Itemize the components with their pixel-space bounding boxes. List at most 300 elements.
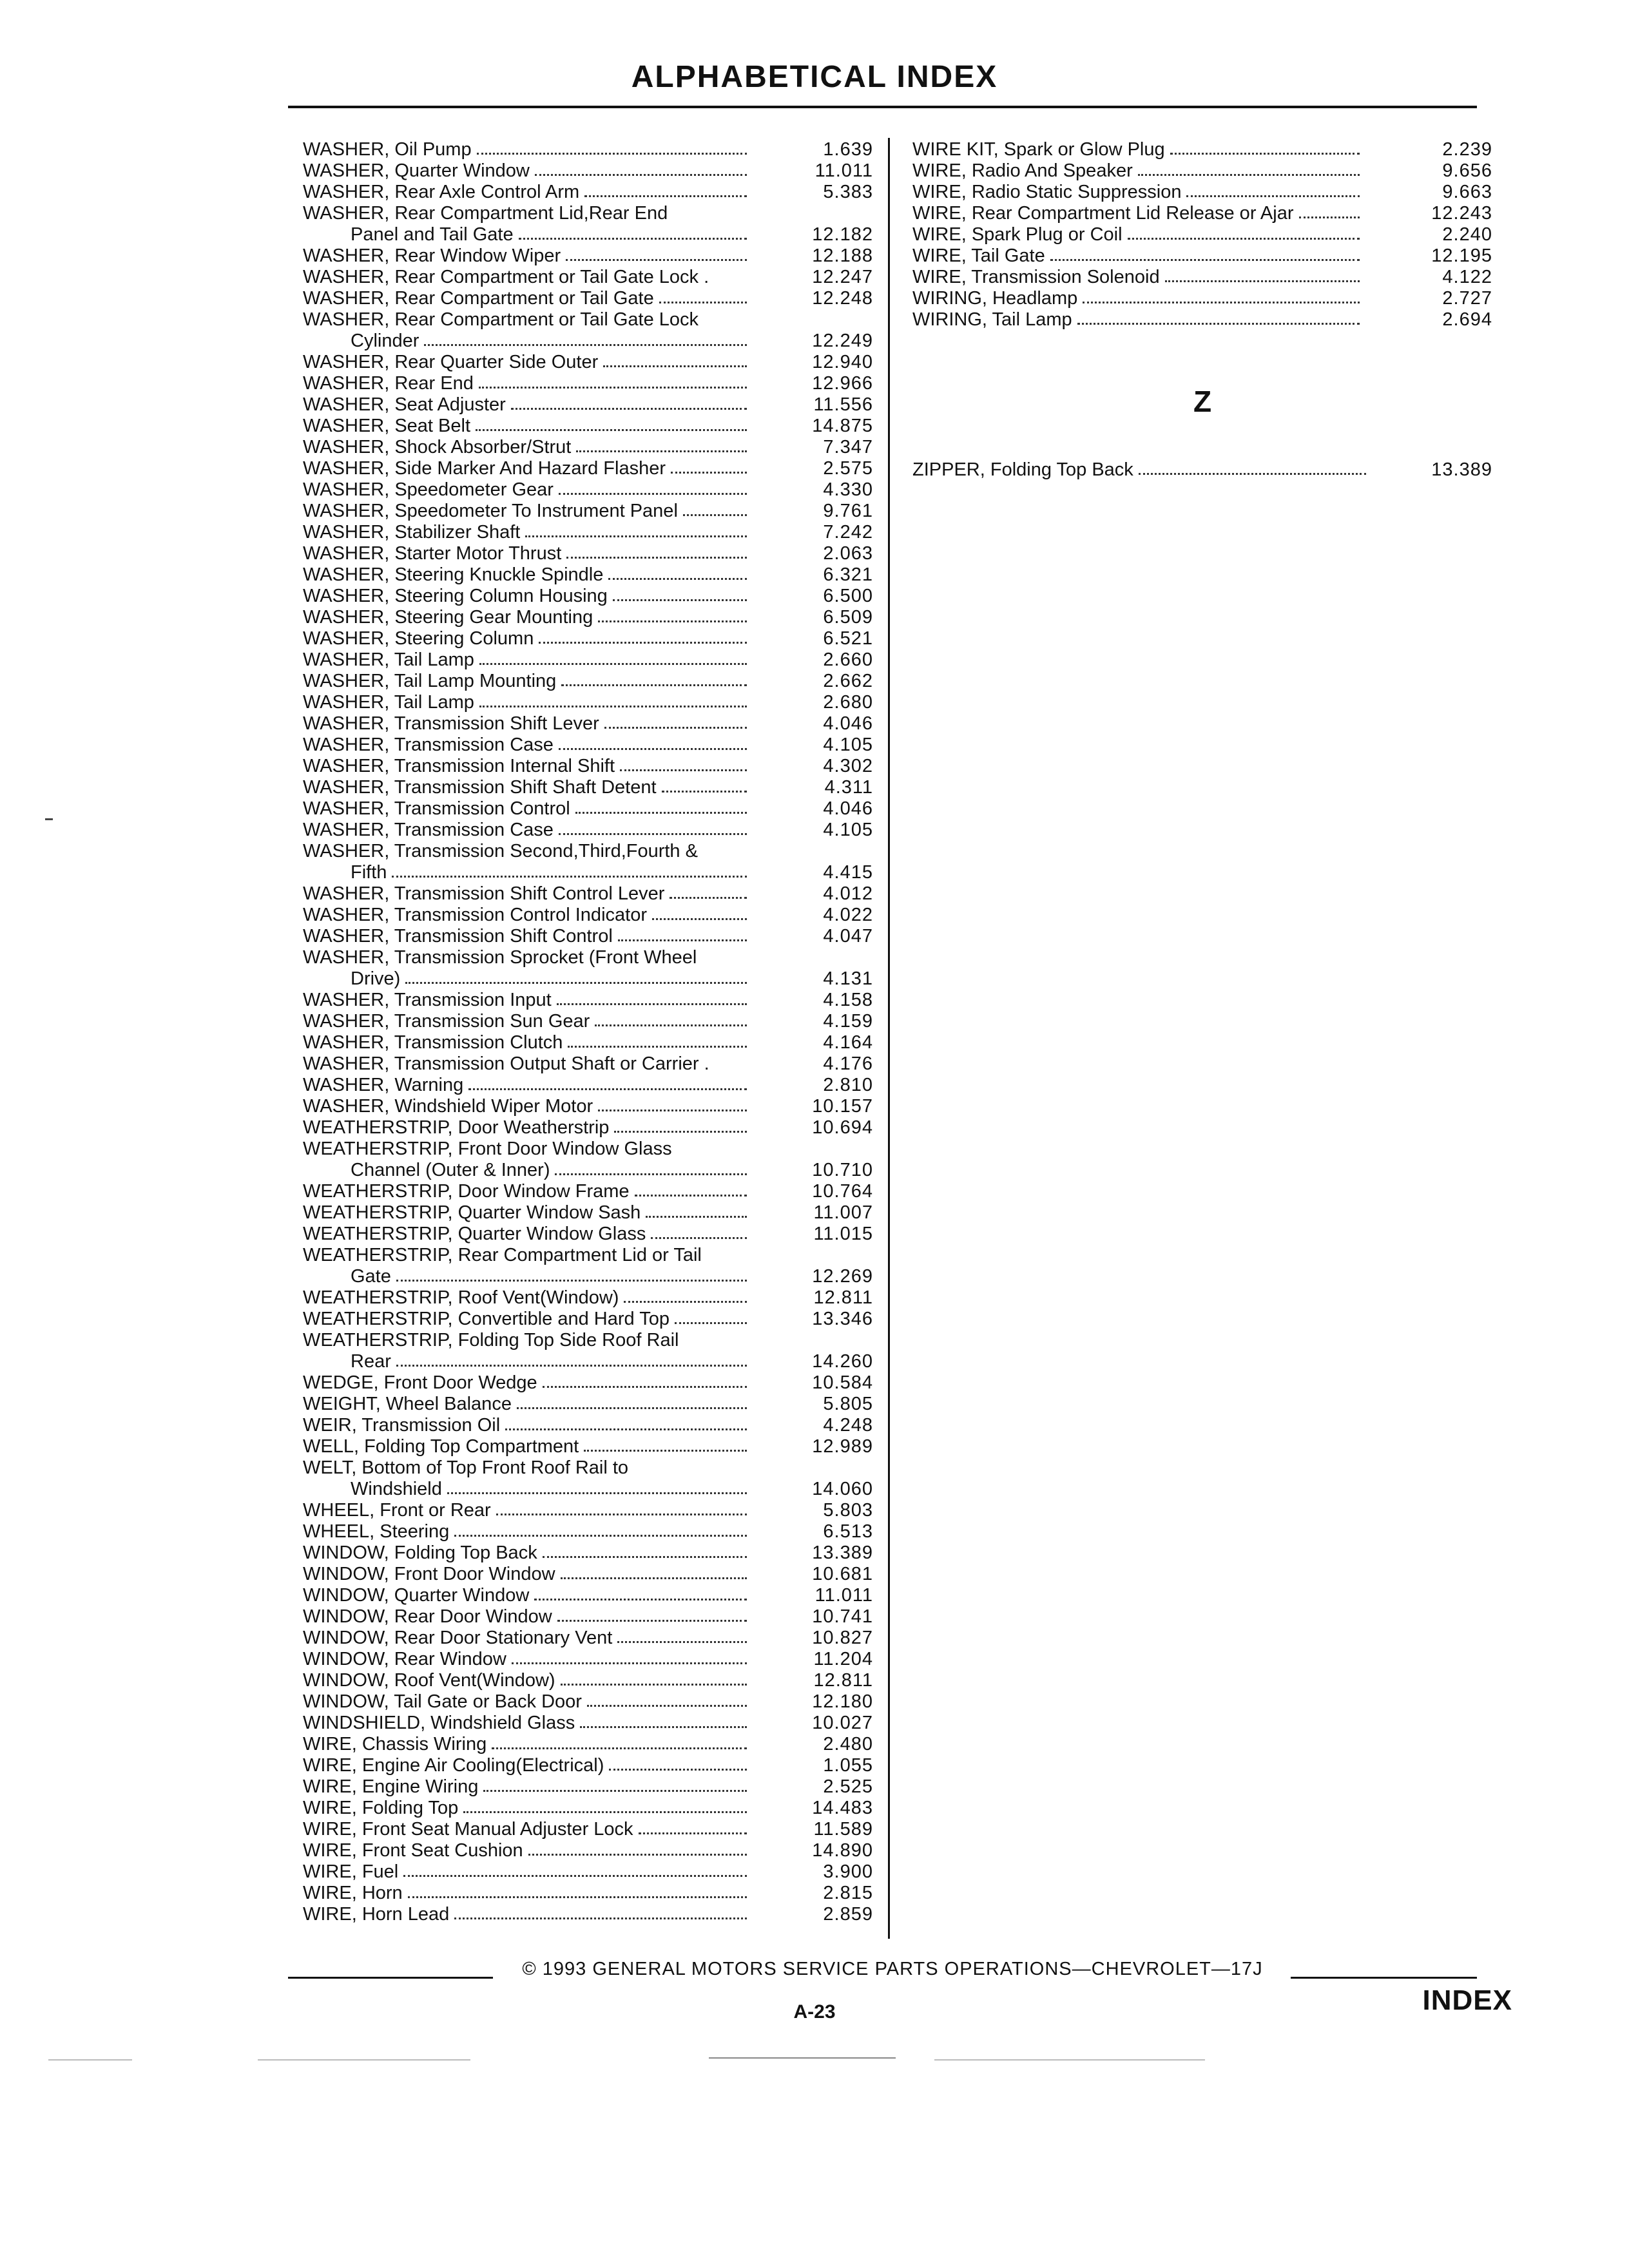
entry-name xyxy=(303,1819,751,1840)
column-divider xyxy=(888,138,890,1939)
dot-leader xyxy=(1165,280,1360,282)
index-entry xyxy=(303,1032,873,1053)
index-entry xyxy=(303,1883,873,1904)
entry-name xyxy=(303,437,751,458)
entry-name xyxy=(303,1372,751,1394)
entry-name xyxy=(303,1628,751,1649)
index-entry xyxy=(912,139,1492,160)
entry-name xyxy=(303,1011,751,1032)
entry-page-ref: 10.827 xyxy=(812,1628,873,1648)
dot-leader xyxy=(543,1556,747,1558)
dot-leader xyxy=(392,876,747,878)
dot-leader xyxy=(603,365,747,367)
dot-leader xyxy=(1139,473,1366,475)
entry-text: WEATHERSTRIP, Quarter Window Sash xyxy=(303,1202,641,1223)
entry-text: WIRING, Headlamp xyxy=(912,288,1078,309)
entry-page-ref: 4.046 xyxy=(823,798,873,819)
dot-leader xyxy=(587,1705,747,1707)
entry-text: WINDOW, Roof Vent(Window) xyxy=(303,1670,555,1691)
dot-leader xyxy=(476,429,747,431)
entry-name xyxy=(303,501,751,522)
entry-page-ref: 5.803 xyxy=(823,1500,873,1521)
entry-name xyxy=(303,203,751,224)
index-entry xyxy=(303,1606,873,1628)
index-entry xyxy=(303,1628,873,1649)
scan-artifact xyxy=(258,2059,470,2061)
entry-text: WASHER, Speedometer To Instrument Panel xyxy=(303,501,678,521)
index-entry xyxy=(303,692,873,713)
entry-text: WEATHERSTRIP, Roof Vent(Window) xyxy=(303,1287,619,1308)
index-entry xyxy=(303,1734,873,1755)
entry-text: WASHER, Seat Belt xyxy=(303,416,471,436)
dot-leader xyxy=(405,982,747,984)
entry-page-ref: 4.164 xyxy=(823,1032,873,1053)
entry-text: WEDGE, Front Door Wedge xyxy=(303,1372,537,1393)
entry-page-ref: 14.060 xyxy=(812,1479,873,1499)
dot-leader xyxy=(496,1514,747,1515)
index-entry xyxy=(303,1521,873,1542)
entry-text: WIRE, Fuel xyxy=(303,1861,399,1882)
dot-leader xyxy=(609,1769,747,1771)
index-entry xyxy=(303,1415,873,1436)
entry-text: WINDOW, Folding Top Back xyxy=(303,1542,537,1563)
entry-name xyxy=(303,1309,751,1330)
entry-page-ref: 4.302 xyxy=(823,756,873,776)
dot-leader xyxy=(598,1110,747,1111)
footer-copyright: © 1993 GENERAL MOTORS SERVICE PARTS OPERATIONS—CHEVROLET—17J xyxy=(522,1959,1263,1979)
entry-name xyxy=(303,968,751,990)
dot-leader xyxy=(683,514,747,516)
index-entry xyxy=(303,777,873,798)
entry-name xyxy=(912,139,1364,160)
entry-name xyxy=(303,1904,751,1925)
index-entry xyxy=(303,160,873,182)
entry-page-ref: 2.660 xyxy=(823,649,873,670)
dot-leader xyxy=(568,1046,747,1048)
entry-page-ref: 1.639 xyxy=(823,139,873,160)
entry-name xyxy=(303,586,751,607)
entry-page-ref: 10.741 xyxy=(812,1606,873,1627)
entry-name xyxy=(303,160,751,182)
dot-leader xyxy=(528,1854,747,1856)
index-entry xyxy=(912,459,1492,481)
entry-page-ref: 11.011 xyxy=(815,160,873,181)
entry-name xyxy=(303,479,751,501)
entry-name xyxy=(303,1606,751,1628)
entry-page-ref: 14.875 xyxy=(812,416,873,436)
entry-page-ref: 12.249 xyxy=(812,331,873,351)
entry-name xyxy=(303,564,751,586)
dot-leader xyxy=(635,1195,747,1196)
entry-text: WIRE, Spark Plug or Coil xyxy=(912,224,1123,245)
entry-name xyxy=(303,331,751,352)
entry-name xyxy=(303,1542,751,1564)
entry-text: WEATHERSTRIP, Door Window Frame xyxy=(303,1181,630,1202)
entry-page-ref: 4.022 xyxy=(823,905,873,925)
index-entry xyxy=(303,1585,873,1606)
entry-text: WASHER, Steering Column xyxy=(303,628,534,649)
entry-page-ref: 12.269 xyxy=(812,1266,873,1287)
index-entry xyxy=(303,628,873,649)
entry-text: WASHER, Transmission Second,Third,Fourth & xyxy=(303,841,698,861)
entry-text: WEATHERSTRIP, Quarter Window Glass xyxy=(303,1224,646,1244)
index-entry xyxy=(912,267,1492,288)
dot-leader xyxy=(620,769,747,771)
entry-text: WINDOW, Rear Door Window xyxy=(303,1606,552,1627)
entry-text: WINDOW, Rear Door Stationary Vent xyxy=(303,1628,613,1648)
entry-page-ref: 4.159 xyxy=(823,1011,873,1032)
entry-text: WASHER, Transmission Case xyxy=(303,820,554,840)
dot-leader xyxy=(576,450,747,452)
dot-leader xyxy=(468,1088,747,1090)
entry-text: WASHER, Quarter Window xyxy=(303,160,530,181)
index-entry xyxy=(912,309,1492,331)
dot-leader xyxy=(479,387,747,389)
entry-name xyxy=(303,1202,751,1224)
dot-leader xyxy=(598,620,747,622)
dot-leader xyxy=(519,238,747,240)
entry-name xyxy=(912,288,1364,309)
entry-name xyxy=(912,245,1364,267)
entry-text: WIRE, Folding Top xyxy=(303,1798,459,1818)
letter-heading: Z xyxy=(1193,385,1212,418)
index-entry xyxy=(303,735,873,756)
entry-page-ref: 4.046 xyxy=(823,713,873,734)
entry-page-ref: 2.240 xyxy=(1442,224,1492,245)
entry-page-ref: 12.247 xyxy=(812,267,873,287)
dot-leader xyxy=(671,472,747,474)
entry-page-ref: 4.122 xyxy=(1442,267,1492,287)
entry-page-ref: 12.811 xyxy=(813,1287,873,1308)
dot-leader xyxy=(561,684,747,686)
dot-leader xyxy=(624,1301,747,1303)
entry-text: WASHER, Transmission Internal Shift xyxy=(303,756,615,776)
entry-name xyxy=(303,245,751,267)
entry-name xyxy=(303,139,751,160)
title-rule xyxy=(288,106,1477,108)
entry-text: WHEEL, Steering xyxy=(303,1521,450,1542)
dot-leader xyxy=(566,557,747,559)
entry-text: WASHER, Rear Compartment or Tail Gate xyxy=(303,288,654,309)
index-entry xyxy=(303,1500,873,1521)
entry-page-ref: 2.239 xyxy=(1442,139,1492,160)
entry-name xyxy=(303,1479,751,1500)
index-entry xyxy=(303,564,873,586)
entry-page-ref: 9.656 xyxy=(1442,160,1492,181)
index-entry xyxy=(303,1542,873,1564)
index-entry xyxy=(303,245,873,267)
index-entry xyxy=(303,1713,873,1734)
index-entry xyxy=(303,1840,873,1861)
entry-text: WEIR, Transmission Oil xyxy=(303,1415,501,1436)
index-entry xyxy=(303,309,873,331)
entry-page-ref: 11.011 xyxy=(815,1585,873,1606)
entry-name xyxy=(303,373,751,394)
index-entry xyxy=(303,416,873,437)
index-entry xyxy=(303,1351,873,1372)
index-entry xyxy=(303,501,873,522)
index-entry xyxy=(303,1309,873,1330)
entry-name xyxy=(303,820,751,841)
index-entry xyxy=(912,224,1492,245)
entry-page-ref: 11.556 xyxy=(813,394,873,415)
entry-text: WASHER, Transmission Input xyxy=(303,990,552,1010)
entry-name xyxy=(303,1861,751,1883)
entry-text: Gate xyxy=(351,1266,391,1287)
dot-leader xyxy=(534,1599,747,1600)
entry-name xyxy=(303,1096,751,1117)
entry-text: WASHER, Steering Column Housing xyxy=(303,586,608,606)
entry-page-ref: 12.195 xyxy=(1431,245,1492,266)
entry-name xyxy=(303,182,751,203)
dot-leader xyxy=(1050,259,1360,261)
entry-page-ref: 2.815 xyxy=(823,1883,873,1903)
dot-leader xyxy=(595,1024,747,1026)
index-entry xyxy=(303,990,873,1011)
dot-leader xyxy=(1186,195,1360,197)
entry-text: WINDSHIELD, Windshield Glass xyxy=(303,1713,575,1733)
entry-page-ref: 13.389 xyxy=(812,1542,873,1563)
entry-text: WEIGHT, Wheel Balance xyxy=(303,1394,512,1414)
entry-name xyxy=(303,1266,751,1287)
index-entry xyxy=(303,841,873,862)
entry-name xyxy=(303,1585,751,1606)
index-entry xyxy=(303,968,873,990)
index-entry xyxy=(912,160,1492,182)
entry-text: WEATHERSTRIP, Door Weatherstrip xyxy=(303,1117,610,1138)
entry-name xyxy=(303,798,751,820)
dot-leader xyxy=(543,1386,747,1388)
entry-page-ref: 9.663 xyxy=(1442,182,1492,202)
entry-text: WASHER, Starter Motor Thrust xyxy=(303,543,562,564)
index-entry xyxy=(303,373,873,394)
entry-page-ref: 6.500 xyxy=(823,586,873,606)
entry-text: WASHER, Rear Compartment Lid,Rear End xyxy=(303,203,668,224)
entry-name xyxy=(303,1734,751,1755)
entry-name xyxy=(303,1287,751,1309)
entry-name xyxy=(303,1117,751,1139)
entry-page-ref: 2.727 xyxy=(1442,288,1492,309)
entry-name xyxy=(303,756,751,777)
index-entry xyxy=(303,1691,873,1713)
entry-name xyxy=(303,1245,751,1266)
entry-text: WIRE, Front Seat Manual Adjuster Lock xyxy=(303,1819,633,1840)
entry-page-ref: 2.480 xyxy=(823,1734,873,1754)
section-label: INDEX xyxy=(1422,1984,1512,2016)
entry-page-ref: 10.157 xyxy=(812,1096,873,1117)
entry-name xyxy=(912,267,1364,288)
dot-leader xyxy=(639,1832,747,1834)
entry-page-ref: 4.176 xyxy=(823,1053,873,1074)
entry-text: WASHER, Seat Adjuster xyxy=(303,394,506,415)
entry-name xyxy=(303,1457,751,1479)
entry-text: WEATHERSTRIP, Convertible and Hard Top xyxy=(303,1309,670,1329)
entry-name xyxy=(303,543,751,564)
entry-text: WASHER, Warning xyxy=(303,1075,464,1095)
dot-leader xyxy=(477,153,747,155)
entry-page-ref: 12.966 xyxy=(812,373,873,394)
index-entry xyxy=(303,1457,873,1479)
dot-leader xyxy=(670,897,747,899)
entry-name xyxy=(303,713,751,735)
index-entry xyxy=(303,1670,873,1691)
entry-page-ref: 12.248 xyxy=(812,288,873,309)
entry-page-ref: 4.131 xyxy=(823,968,873,989)
dot-leader xyxy=(505,1428,747,1430)
index-entry xyxy=(303,947,873,968)
entry-page-ref: 12.243 xyxy=(1431,203,1492,224)
dot-leader xyxy=(618,939,747,941)
dot-leader xyxy=(1170,153,1360,155)
entry-text: WASHER, Rear Quarter Side Outer xyxy=(303,352,599,372)
index-entry xyxy=(303,543,873,564)
entry-name xyxy=(303,1075,751,1096)
index-entry xyxy=(912,288,1492,309)
entry-text: WIRE, Horn Lead xyxy=(303,1904,450,1925)
index-entry xyxy=(303,883,873,905)
dot-leader xyxy=(561,1684,747,1686)
entry-name xyxy=(303,607,751,628)
entry-name xyxy=(303,1564,751,1585)
dot-leader xyxy=(396,1280,747,1282)
dot-leader xyxy=(479,706,747,707)
entry-page-ref: 11.204 xyxy=(813,1649,873,1669)
entry-text: WHEEL, Front or Rear xyxy=(303,1500,491,1521)
entry-text: WASHER, Windshield Wiper Motor xyxy=(303,1096,593,1117)
index-entry xyxy=(303,224,873,245)
index-entry xyxy=(303,1117,873,1139)
index-entry xyxy=(303,1904,873,1925)
entry-name xyxy=(303,692,751,713)
entry-text: WASHER, Transmission Shift Shaft Detent xyxy=(303,777,657,798)
index-entry xyxy=(303,1245,873,1266)
entry-name xyxy=(303,309,751,331)
dot-leader xyxy=(559,833,747,835)
index-entry xyxy=(303,1798,873,1819)
index-entry xyxy=(303,1394,873,1415)
dot-leader xyxy=(559,493,747,495)
dot-leader xyxy=(662,791,747,793)
index-entry xyxy=(303,713,873,735)
entry-page-ref: 12.989 xyxy=(812,1436,873,1457)
entry-page-ref: 6.521 xyxy=(823,628,873,649)
dot-leader xyxy=(403,1875,747,1877)
entry-name xyxy=(303,1776,751,1798)
entry-text: WASHER, Rear Compartment or Tail Gate Lock xyxy=(303,309,699,330)
dot-leader xyxy=(454,1917,747,1919)
scan-artifact xyxy=(934,2059,1205,2061)
entry-text: WINDOW, Rear Window xyxy=(303,1649,506,1669)
entry-page-ref: 5.383 xyxy=(823,182,873,202)
entry-page-ref: 13.346 xyxy=(812,1309,873,1329)
entry-text: Rear xyxy=(351,1351,391,1372)
dot-leader xyxy=(646,1216,747,1218)
dot-leader xyxy=(1077,323,1360,325)
index-entry xyxy=(303,1181,873,1202)
entry-name xyxy=(912,459,1370,481)
entry-name xyxy=(912,182,1364,203)
entry-name xyxy=(303,628,751,649)
entry-text: WELL, Folding Top Compartment xyxy=(303,1436,579,1457)
entry-page-ref: 11.007 xyxy=(813,1202,873,1223)
entry-name xyxy=(303,1224,751,1245)
footer-rule-left xyxy=(288,1977,493,1979)
index-entry xyxy=(303,862,873,883)
entry-page-ref: 4.158 xyxy=(823,990,873,1010)
entry-page-ref: 2.575 xyxy=(823,458,873,479)
entry-text: Fifth xyxy=(351,862,387,883)
entry-text: WASHER, Oil Pump xyxy=(303,139,472,160)
entry-page-ref: 7.347 xyxy=(823,437,873,457)
index-entry xyxy=(303,139,873,160)
index-entry xyxy=(303,479,873,501)
dot-leader xyxy=(555,1173,747,1175)
dot-leader xyxy=(559,748,747,750)
dot-leader xyxy=(483,1790,747,1792)
entry-name xyxy=(303,416,751,437)
entry-text: WASHER, Transmission Control xyxy=(303,798,570,819)
entry-name xyxy=(303,1691,751,1713)
dot-leader xyxy=(613,599,747,601)
entry-name xyxy=(303,1181,751,1202)
entry-name xyxy=(303,1436,751,1457)
index-entry xyxy=(303,1776,873,1798)
entry-page-ref: 10.584 xyxy=(812,1372,873,1393)
index-entry xyxy=(303,394,873,416)
entry-page-ref: 4.311 xyxy=(824,777,873,798)
entry-name xyxy=(303,1160,751,1181)
entry-text: WASHER, Shock Absorber/Strut xyxy=(303,437,572,457)
entry-page-ref: 2.694 xyxy=(1442,309,1492,330)
entry-text: WASHER, Tail Lamp xyxy=(303,692,474,713)
dot-leader xyxy=(584,195,747,197)
dot-leader xyxy=(512,1662,747,1664)
entry-page-ref: 4.012 xyxy=(823,883,873,904)
index-entry xyxy=(303,1075,873,1096)
page-title: ALPHABETICAL INDEX xyxy=(631,60,998,94)
entry-text: Cylinder xyxy=(351,331,419,351)
entry-name xyxy=(303,1330,751,1351)
entry-name xyxy=(303,905,751,926)
entry-name xyxy=(303,777,751,798)
entry-name xyxy=(303,1798,751,1819)
entry-name xyxy=(303,1840,751,1861)
dot-leader xyxy=(617,1641,747,1643)
entry-name xyxy=(303,1394,751,1415)
entry-page-ref: 2.525 xyxy=(823,1776,873,1797)
dot-leader xyxy=(580,1726,747,1728)
entry-text: WELT, Bottom of Top Front Roof Rail to xyxy=(303,1457,629,1478)
entry-text: WIRE, Radio And Speaker xyxy=(912,160,1133,181)
entry-name xyxy=(303,522,751,543)
entry-text: Windshield xyxy=(351,1479,442,1499)
entry-name xyxy=(303,735,751,756)
entry-text: WIRE, Front Seat Cushion xyxy=(303,1840,523,1861)
entry-page-ref: 12.188 xyxy=(812,245,873,266)
entry-name xyxy=(303,288,751,309)
index-entry xyxy=(303,1011,873,1032)
entry-name xyxy=(912,203,1364,224)
dot-leader xyxy=(566,259,747,261)
entry-name xyxy=(303,458,751,479)
entry-text: WASHER, Rear End xyxy=(303,373,474,394)
index-entry xyxy=(303,1755,873,1776)
entry-page-ref: 12.940 xyxy=(812,352,873,372)
entry-text: WIRE, Chassis Wiring xyxy=(303,1734,487,1754)
index-entry xyxy=(303,649,873,671)
entry-text: WASHER, Transmission Shift Control xyxy=(303,926,613,947)
entry-text: WASHER, Steering Knuckle Spindle xyxy=(303,564,604,585)
